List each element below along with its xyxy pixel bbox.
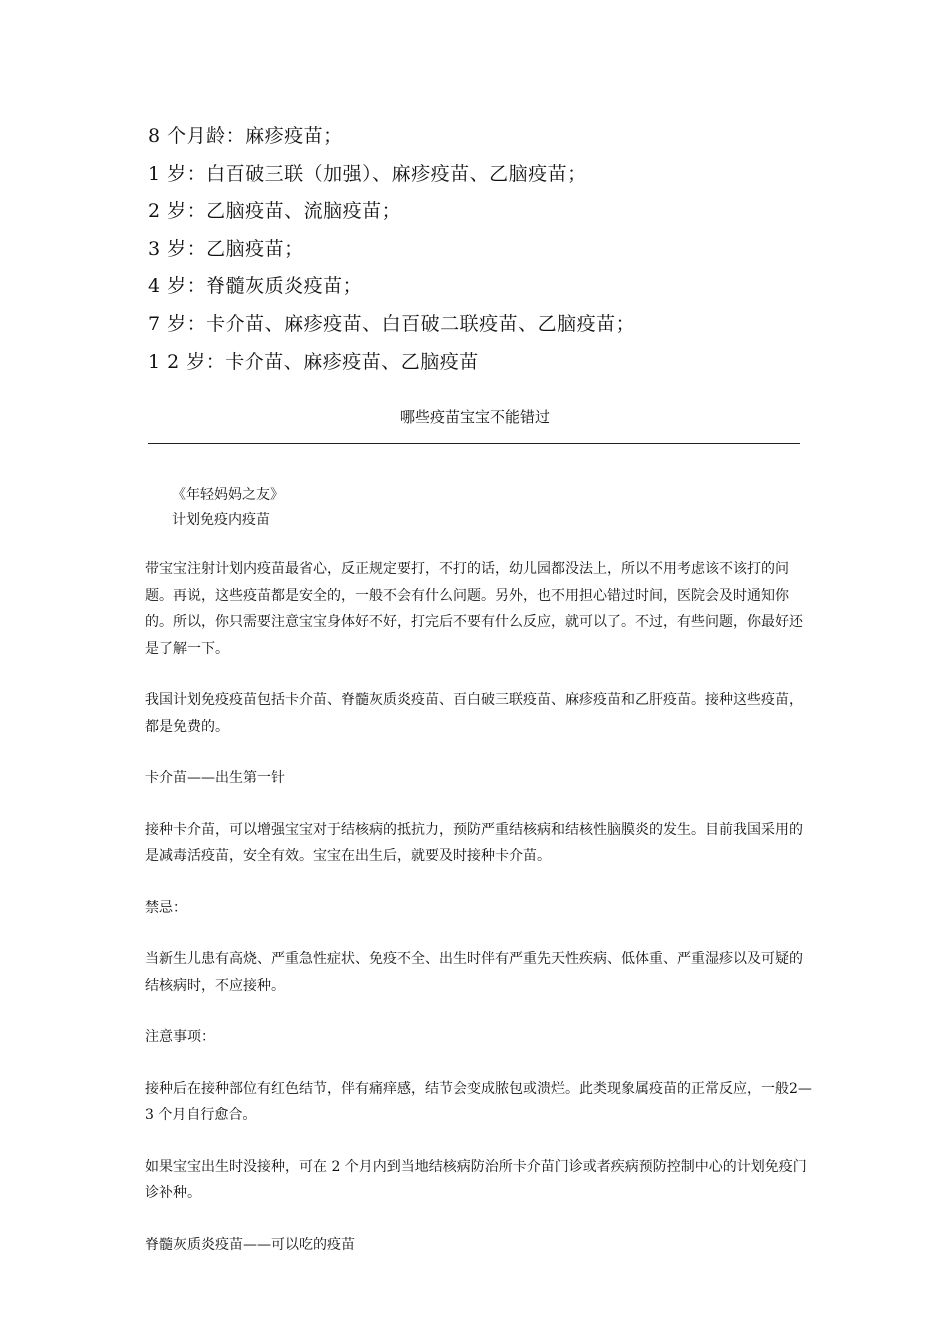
title-divider bbox=[148, 443, 800, 444]
paragraph-vaccine-list: 我国计划免疫疫苗包括卡介苗、脊髓灰质炎疫苗、百白破三联疫苗、麻疹疫苗和乙肝疫苗。接种这些疫苗，都是免费的。 bbox=[145, 692, 803, 735]
section-heading-polio: 脊髓灰质炎疫苗——可以吃的疫苗 bbox=[145, 1236, 355, 1253]
schedule-line: 8 个月龄：麻疹疫苗； bbox=[148, 125, 343, 147]
paragraph-intro: 带宝宝注射计划内疫苗最省心，反正规定要打，不打的话，幼儿园都没法上，所以不用考虑该不该打的问题。再说，这些疫苗都是安全的，一般不会有什么问题。另外，也不用担心错过时间，医院会及时通知你的。所以，你只需要注意宝宝身体好不好，打完后不要有什么反应，就可以了。不过，有些问题，你最好还是了解一下。 bbox=[145, 561, 803, 657]
schedule-line: 3 岁：乙脑疫苗； bbox=[148, 237, 304, 260]
label-notes: 注意事项： bbox=[145, 1029, 215, 1045]
paragraph-bcg: 接种卡介苗，可以增强宝宝对于结核病的抵抗力，预防严重结核病和结核性脑膜炎的发生。目前我国采用的是减毒活疫苗，安全有效。宝宝在出生后，就要及时接种卡介苗。 bbox=[145, 821, 803, 864]
schedule-line: 1 岁：白百破三联（加强）、麻疹疫苗、乙脑疫苗； bbox=[148, 162, 587, 185]
article-title: 哪些疫苗宝宝不能错过 bbox=[399, 408, 550, 426]
schedule-line: 1 2 岁：卡介苗、麻疹疫苗、乙脑疫苗 bbox=[148, 350, 479, 373]
label-contraindications: 禁忌： bbox=[145, 899, 187, 916]
section-heading-bcg: 卡介苗——出生第一针 bbox=[145, 770, 285, 786]
vaccination-schedule bbox=[148, 118, 828, 381]
paragraph-reaction: 接种后在接种部位有红色结节，伴有痛痒感，结节会变成脓包或溃烂。此类现象属疫苗的正常反应，一般2—3 个月自行愈合。 bbox=[145, 1080, 812, 1123]
paragraph-catchup: 如果宝宝出生时没接种，可在 2 个月内到当地结核病防治所卡介苗门诊或者疾病预防控制中心的计划免疫门诊补种。 bbox=[145, 1158, 807, 1201]
article-source: 《年轻妈妈之友》 bbox=[172, 487, 284, 503]
article-body bbox=[145, 556, 813, 1283]
article-subtitle: 计划免疫内疫苗 bbox=[172, 512, 270, 528]
paragraph-contraindications: 当新生儿患有高烧、严重急性症状、免疫不全、出生时伴有严重先天性疾病、低体重、严重湿疹以及可疑的结核病时，不应接种。 bbox=[145, 951, 803, 994]
schedule-line: 7 岁：卡介苗、麻疹疫苗、白百破二联疫苗、乙脑疫苗； bbox=[148, 312, 636, 335]
schedule-line: 4 岁：脊髓灰质炎疫苗； bbox=[148, 275, 363, 298]
schedule-line: 2 岁：乙脑疫苗、流脑疫苗； bbox=[148, 200, 402, 223]
